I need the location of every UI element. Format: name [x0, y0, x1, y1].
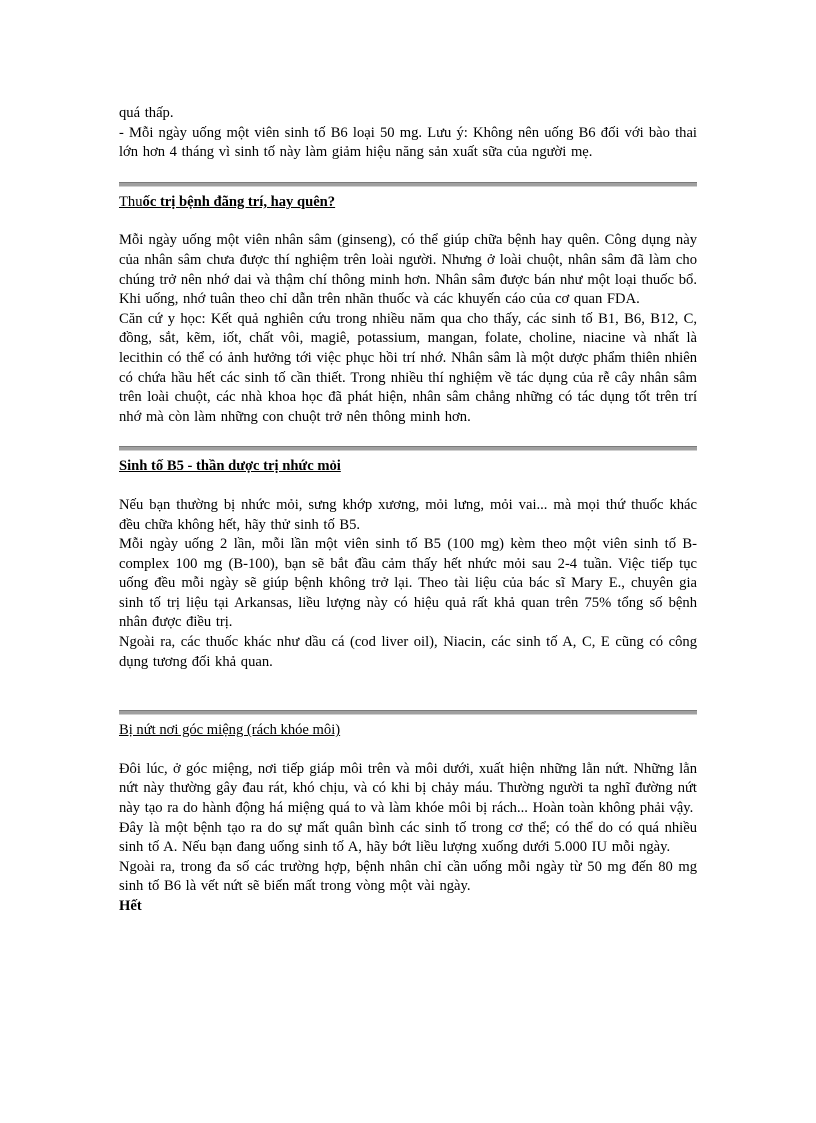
section-3-paragraph-1: Đôi lúc, ở góc miệng, nơi tiếp giáp môi trên và môi dưới, xuất hiện những lằn nứt. Những lằn nứt này thường gây đau rát, khó chịu, và có khi bị chảy máu. Thường người ta nghĩ đường nứt này tạo ra do hành động há miệng quá to và làm khóe môi bị rách... Hoàn toàn không phải vậy. [119, 760, 697, 817]
section-1-paragraph-2: Căn cứ y học: Kết quả nghiên cứu trong nhiều năm qua cho thấy, các sinh tố B1, B6, B12, C, đồng, sắt, kẽm, iốt, chất vôi, magiê, potassium, mangan, folate, choline, niacine và nhất là lecithin có thể có ảnh hưởng tới việc phục hồi trí nhớ. Nhân sâm là một dược phẩm thiên nhiên có chứa hầu hết các sinh tố cần thiết. Trong nhiều thí nghiệm về tác dụng của rễ cây nhân sâm trên loài chuột, các nhà khoa học đã phát hiện, nhân sâm chẳng những có tác dụng tốt trên trí nhớ mà còn làm những con chuột trở nên thông minh hơn. [119, 310, 697, 425]
section-2-paragraph-1: Nếu bạn thường bị nhức mỏi, sưng khớp xương, mỏi lưng, mỏi vai... mà mọi thứ thuốc khác đều chữa không hết, hãy thử sinh tố B5. [119, 496, 697, 533]
intro-line-1: quá thấp. [119, 105, 174, 121]
section-1-heading-lead: Thu [119, 193, 143, 210]
section-2-paragraph-3: Ngoài ra, các thuốc khác như dầu cá (cod liver oil), Niacin, các sinh tố A, C, E cũng có công dụng tương đối khả quan. [119, 634, 697, 670]
section-3-paragraph-2: Đây là một bệnh tạo ra do sự mất quân bình các sinh tố trong cơ thể; có thể do có quá nhiều sinh tố A. Nếu bạn đang uống sinh tố A, hãy bớt liều lượng xuống dưới 5.000 IU mỗi ngày. [119, 819, 697, 856]
section-3-heading: Bị nứt nơi góc miệng (rách khóe môi) [119, 722, 341, 739]
section-1-paragraph-1: Mỗi ngày uống một viên nhân sâm (ginseng), có thể giúp chữa bệnh hay quên. Công dụng này của nhân sâm chưa được thí nghiệm trên loài người. Nhưng ở loài chuột, nhân sâm đã làm cho chúng trở nên nhớ dai và thậm chí thông minh hơn. Nhân sâm được bán như một loại thuốc bổ. Khi uống, nhớ tuân theo chỉ dẫn trên nhãn thuốc và các khuyến cáo của cơ quan FDA. [119, 232, 697, 308]
document-page [119, 104, 697, 917]
section-1-heading [119, 193, 697, 213]
intro-line-2: - Mỗi ngày uống một viên sinh tố B6 loại 50 mg. Lưu ý: Không nên uống B6 đối với bào thai lớn hơn 4 tháng vì sinh tố này làm giảm hiệu năng sản xuất sữa của người mẹ. [119, 124, 697, 161]
section-1-heading-text: ốc trị bệnh đãng trí, hay quên? [142, 193, 336, 210]
end-label: Hết [119, 898, 142, 914]
section-3-paragraph-3: Ngoài ra, trong đa số các trường hợp, bệnh nhân chỉ cần uống mỗi ngày từ 50 mg đến 80 mg sinh tố B6 là vết nứt sẽ biến mất trong vòng một vài ngày. [119, 858, 697, 895]
section-2-heading: Sinh tố B5 - thần dược trị nhức mỏi [119, 458, 341, 475]
section-2-paragraph-2: Mỗi ngày uống 2 lần, mỗi lần một viên sinh tố B5 (100 mg) kèm theo một viên sinh tố B-complex 100 mg (B-100), bạn sẽ bắt đầu cảm thấy hết nhức mỏi sau 2-4 tuần. Việc tiếp tục uống đều mỗi ngày sẽ giúp bệnh không trở lại. Theo tài liệu của bác sĩ Mary E., chuyên gia sinh tố trị liệu tại Arkansas, liều lượng này có hiệu quả rất khả quan trên 75% tổng số bệnh nhân được điều trị. [119, 536, 697, 631]
